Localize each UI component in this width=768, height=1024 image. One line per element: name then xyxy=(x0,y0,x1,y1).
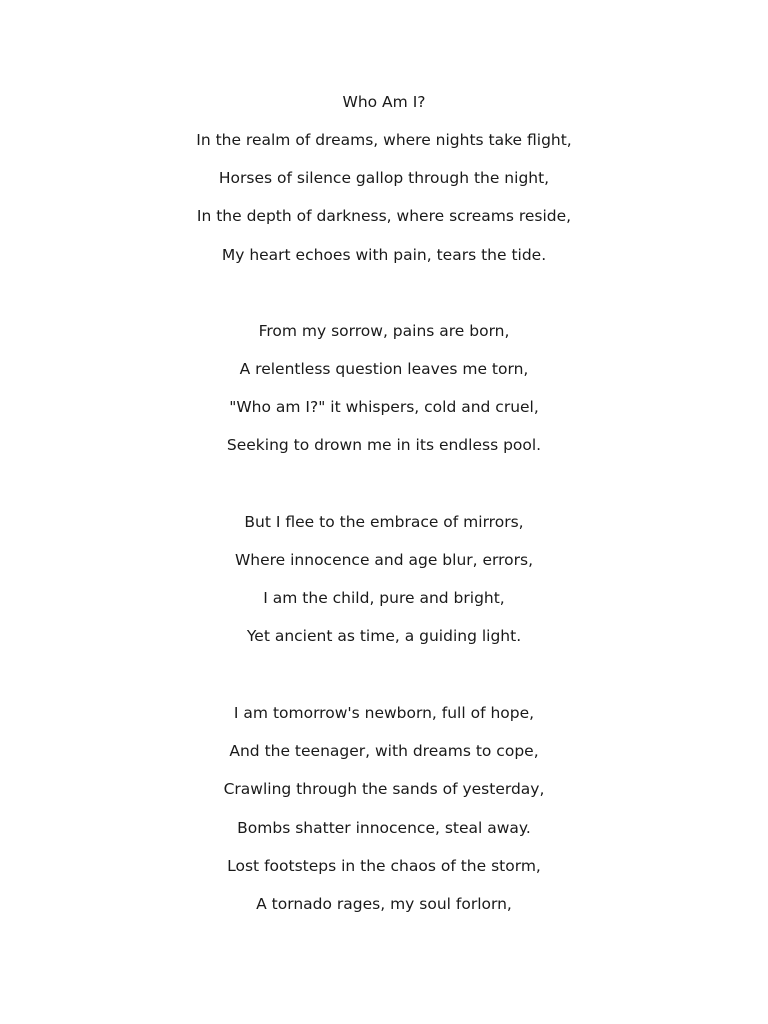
poem-line: Bombs shatter innocence, steal away. xyxy=(237,819,531,837)
poem-line: A tornado rages, my soul forlorn, xyxy=(256,895,512,913)
poem-line: A relentless question leaves me torn, xyxy=(239,360,529,378)
poem-line: Crawling through the sands of yesterday, xyxy=(223,780,545,798)
poem-line: Yet ancient as time, a guiding light. xyxy=(246,627,522,645)
poem-line: In the realm of dreams, where nights take flight, xyxy=(196,131,572,149)
poem-line: Seeking to drown me in its endless pool. xyxy=(226,436,542,454)
poem-title: Who Am I? xyxy=(342,93,426,111)
poem-line: From my sorrow, pains are born, xyxy=(258,322,510,340)
poem-line: Horses of silence gallop through the night, xyxy=(218,169,550,187)
poem-line: But I flee to the embrace of mirrors, xyxy=(244,513,524,531)
poem-line: My heart echoes with pain, tears the tide. xyxy=(221,246,547,264)
poem-line: And the teenager, with dreams to cope, xyxy=(229,742,539,760)
poem-line: I am tomorrow's newborn, full of hope, xyxy=(233,704,535,722)
poem-line: I am the child, pure and bright, xyxy=(263,589,505,607)
poem-line: In the depth of darkness, where screams reside, xyxy=(196,207,572,225)
poem-line: "Who am I?" it whispers, cold and cruel, xyxy=(229,398,539,416)
poem-line: Where innocence and age blur, errors, xyxy=(234,551,534,569)
poem-line: Lost footsteps in the chaos of the storm, xyxy=(227,857,541,875)
